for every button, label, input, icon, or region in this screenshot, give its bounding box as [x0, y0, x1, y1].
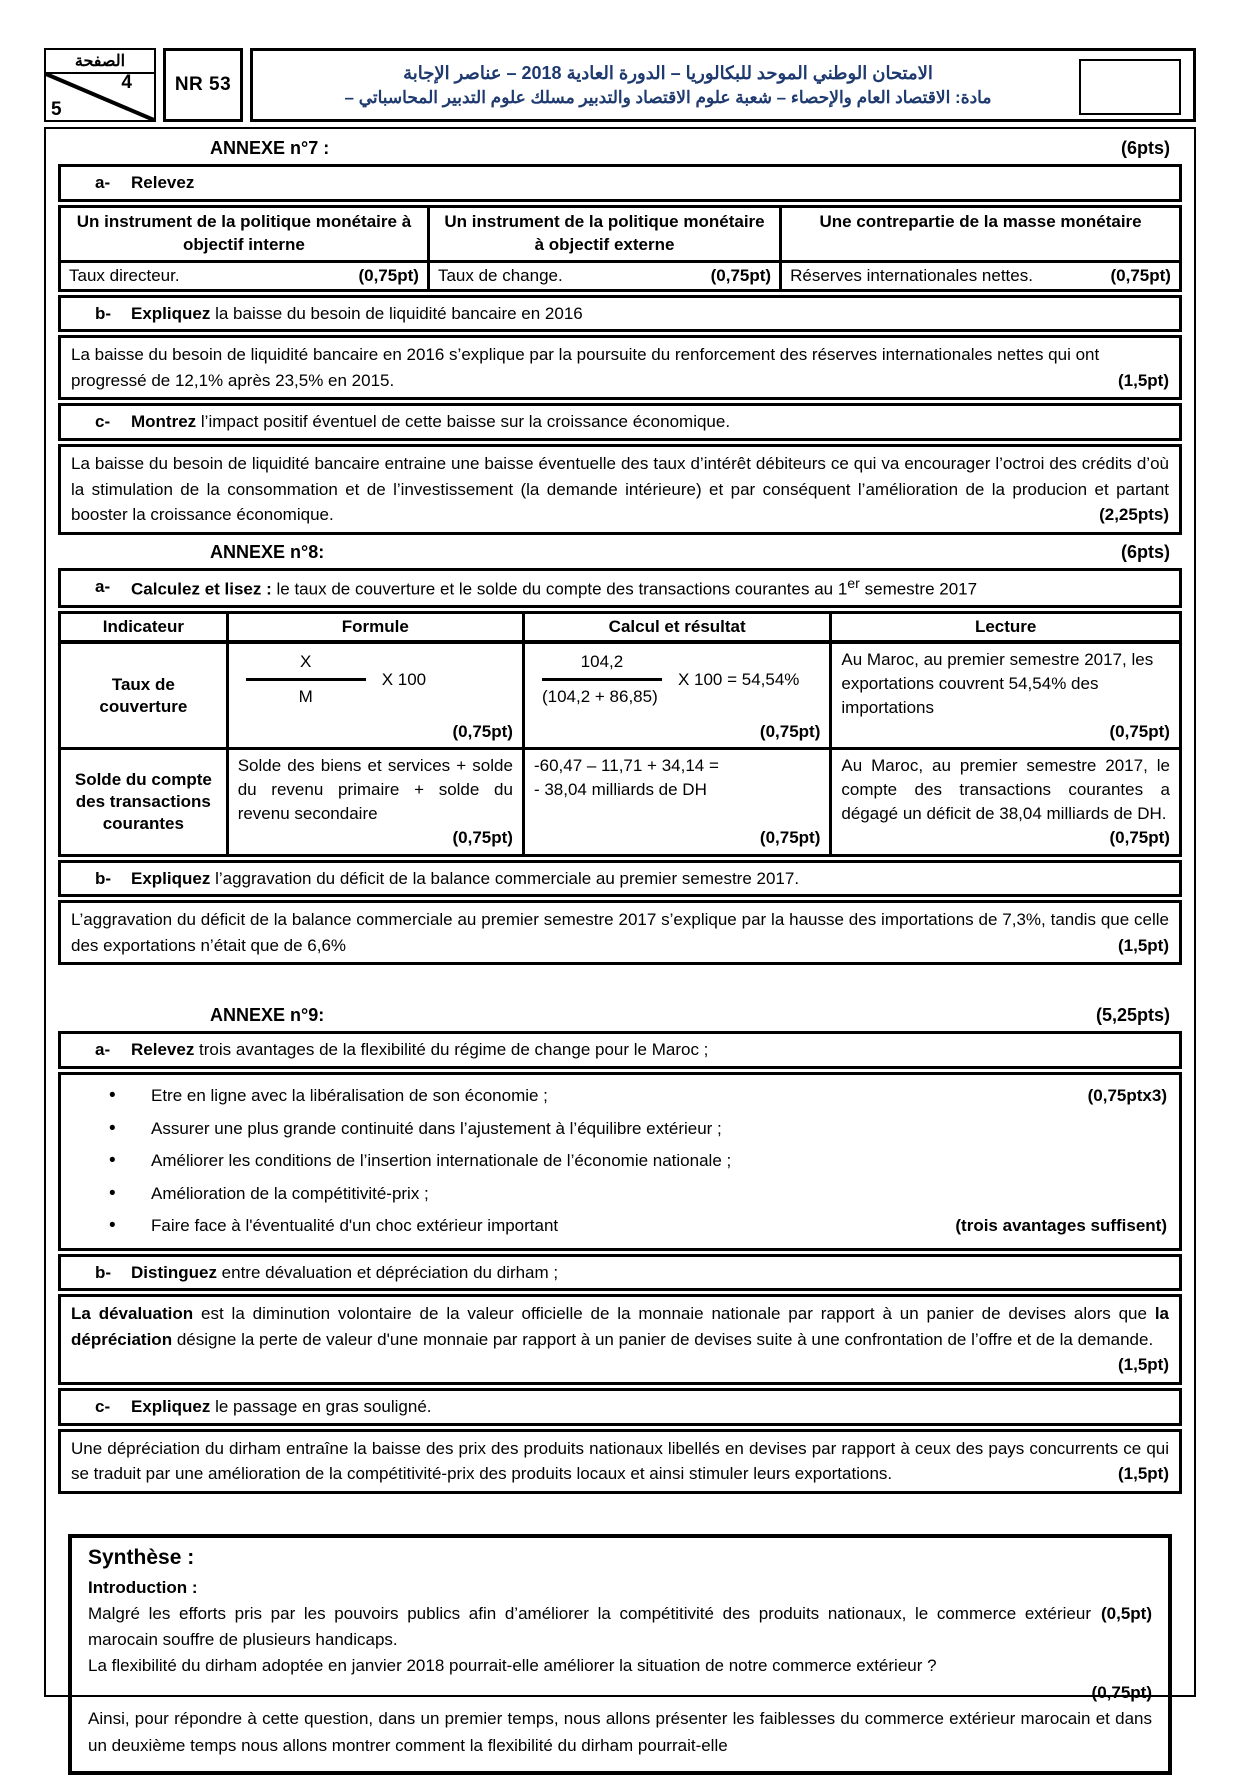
answer-text: La baisse du besoin de liquidité bancaire entraine une baisse éventuelle des taux d’intérêt débiteurs ce qui va encourager l’octroi des crédits d’où la stimulation de la consommation et de l’investissement (la demande intérieure) et par conséquent l’amélioration de la producion et partant booster la croissance économique.: [71, 454, 1169, 525]
synthese-paragraph: [88, 1601, 1152, 1654]
annexe7-answer-b: [58, 335, 1182, 400]
paragraph-text: Malgré les efforts pris par les pouvoirs publics afin d’améliorer la compétitivité des produits nationaux, le commerce extérieur marocain souffre de plusieurs handicaps.: [88, 1603, 1091, 1650]
fraction-result: X 100 = 54,54%: [677, 669, 800, 689]
bullet-icon: [109, 1180, 121, 1209]
exam-title-line1: الامتحان الوطني الموحد للبكالوريا – الدورة العادية 2018 – عناصر الإجابة: [403, 62, 933, 83]
content-frame: [44, 127, 1196, 1755]
exam-title-line2: مادة: الاقتصاد العام والإحصاء – شعبة علوم الاقتصاد والتدبير مسلك علوم التدبير المحاسباتي –: [344, 87, 992, 107]
answer-text: désigne la perte de valeur d'une monnaie par rapport à un panier de devises suite à une confrontation de l’offre et de la demande.: [172, 1329, 1154, 1349]
list-item-points: (trois avantages suffisent): [955, 1216, 1167, 1236]
annexe7-title-row: [58, 134, 1182, 164]
cell-text: Au Maroc, au premier semestre 2017, le compte des transactions courantes a dégagé un déficit de 38,04 milliards de DH.: [841, 756, 1170, 823]
list-item-text: Améliorer les conditions de l’insertion internationale de l’économie nationale ;: [151, 1151, 732, 1171]
cell-points: (0,75pt): [452, 721, 513, 741]
annexe9-advantages-list: [58, 1072, 1182, 1251]
annexe9-title: ANNEXE n°9:: [210, 1005, 325, 1026]
annexe8-table: [58, 611, 1182, 856]
synthese-introduction-label: Introduction :: [88, 1577, 198, 1597]
question-text: la baisse du besoin de liquidité bancaire en 2016: [210, 303, 583, 323]
question-text: l’aggravation du déficit de la balance commerciale au premier semestre 2017.: [210, 868, 800, 888]
annexe7-title: ANNEXE n°7 :: [210, 138, 330, 158]
question-verb: Expliquez: [131, 1396, 211, 1416]
table-header-cell: Un instrument de la politique monétaire à objectif interne: [61, 208, 430, 263]
question-label: b-: [95, 868, 112, 888]
lecture-cell: [832, 644, 1179, 750]
list-item: [61, 1210, 1167, 1243]
cell-points: (0,75pt): [452, 827, 513, 847]
lecture-cell: [832, 750, 1179, 853]
annexe8-question-b: [58, 860, 1182, 898]
question-label: c-: [95, 412, 111, 432]
answer-points: (1,5pt): [1118, 370, 1169, 390]
question-label: a-: [95, 1040, 111, 1060]
list-item-points: (0,75ptx3): [1087, 1086, 1167, 1106]
question-verb: Expliquez: [131, 303, 211, 323]
formula-cell: [229, 750, 525, 853]
annexe9-question-a: [58, 1031, 1182, 1069]
synthese-section: [68, 1534, 1172, 1775]
answer-text: est la diminution volontaire de la valeur officielle de la monnaie nationale par rapport à un panier de devises alors que: [193, 1304, 1155, 1324]
synthese-title: Synthèse :: [88, 1545, 195, 1569]
table-header-cell: Formule: [229, 614, 525, 644]
cell-points: (0,75pt): [759, 827, 821, 847]
answer-text: Une dépréciation du dirham entraîne la baisse des prix des produits nationaux libellés en devises par rapport à ceux des pays concurrents ce qui se traduit par une amélioration de la compétitivité-prix des produits locaux et ainsi stimuler leurs exportations.: [71, 1438, 1169, 1484]
page-fraction-diagonal: [46, 74, 154, 120]
question-verb: Distinguez: [131, 1262, 217, 1282]
annexe9-points: (5,25pts): [1095, 1005, 1170, 1026]
indicator-cell: Taux de couverture: [61, 644, 229, 750]
synthese-question: [88, 1653, 1152, 1679]
annexe8-question-a: [58, 568, 1182, 608]
annexe9-question-b: [58, 1254, 1182, 1292]
indicator-cell: Solde du compte des transactions courantes: [61, 750, 229, 853]
cell-points: (0,75pt): [1109, 827, 1170, 847]
cell-text: Au Maroc, au premier semestre 2017, les exportations couvrent 54,54% des importations: [841, 650, 1154, 717]
annexe7-points: (6pts): [1121, 138, 1170, 158]
annexe7-table: [58, 205, 1182, 292]
answer-points: (2,25pts): [1099, 505, 1169, 525]
annexe8-title-row: [58, 538, 1182, 568]
fraction-numerator: 104,2: [580, 652, 624, 672]
table-header-cell: Une contrepartie de la masse monétaire: [782, 208, 1179, 263]
answer-points: (1,5pt): [1118, 1355, 1169, 1375]
bullet-icon: [109, 1147, 121, 1176]
paragraph-text: Ainsi, pour répondre à cette question, dans un premier temps, nous allons présenter les faiblesses du commerce extérieur marocain et dans un deuxième temps nous allons montrer comment la flexibilité du dirham pourrait-elle: [88, 1709, 1152, 1755]
question-label: a-: [95, 173, 111, 192]
annexe9-answer-c: [58, 1429, 1182, 1494]
question-text: trois avantages de la flexibilité du régime de change pour le Maroc ;: [194, 1040, 709, 1060]
cell-points: (0,75pt): [710, 265, 772, 285]
cell-points: (0,75pt): [1110, 265, 1171, 285]
table-header-cell: Calcul et résultat: [525, 614, 832, 644]
page-fraction: [46, 74, 154, 120]
question-verb: Calculez et lisez :: [131, 579, 272, 599]
table-header-cell: Un instrument de la politique monétaire à objectif externe: [430, 208, 782, 263]
calculation-cell: [525, 644, 832, 750]
question-text: le taux de couverture et le solde du compte des transactions courantes au 1: [271, 579, 848, 599]
question-label: a-: [95, 576, 111, 596]
cell-points: (0,75pt): [1109, 721, 1170, 741]
paragraph-points: (0,5pt): [1101, 1603, 1152, 1623]
paragraph-text: La flexibilité du dirham adoptée en janvier 2018 pourrait-elle améliorer la situation de notre commerce extérieur ?: [88, 1656, 937, 1676]
fraction-multiplier: X 100: [381, 669, 427, 689]
fraction: [238, 648, 513, 713]
list-item: [61, 1178, 1167, 1211]
question-label: c-: [95, 1396, 111, 1416]
cell-text: Solde des biens et services + solde du revenu primaire + solde du revenu secondaire: [237, 756, 513, 823]
page-label: الصفحة: [46, 50, 154, 74]
table-cell: [430, 263, 782, 289]
annexe8-answer-b: [58, 900, 1182, 965]
table-cell: [782, 263, 1179, 289]
list-item-text: Amélioration de la compétitivité-prix ;: [151, 1183, 429, 1203]
cell-text: Réserves internationales nettes.: [790, 265, 1033, 285]
fraction: [534, 648, 820, 713]
annexe7-question-a: [58, 164, 1182, 202]
list-item-text: Etre en ligne avec la libéralisation de son économie ;: [151, 1086, 548, 1106]
bullet-icon: [109, 1115, 121, 1144]
calculation-line: - 38,04 milliards de DH: [533, 780, 707, 800]
table-header-cell: Indicateur: [61, 614, 229, 644]
synthese-paragraph: [88, 1706, 1152, 1759]
answer-text: La baisse du besoin de liquidité bancaire en 2016 s’explique par la poursuite du renforcement des réserves internationales nettes qui ont progressé de 12,1% après 23,5% en 2015.: [71, 345, 1100, 390]
question-text: l’impact positif éventuel de cette baisse sur la croissance économique.: [196, 412, 731, 432]
page-number-box: [44, 48, 156, 122]
annexe9-question-c: [58, 1388, 1182, 1426]
cell-points: (0,75pt): [759, 721, 821, 741]
list-item: [61, 1080, 1167, 1113]
cell-text: Taux de change.: [437, 265, 563, 285]
fraction-numerator: X: [300, 652, 312, 672]
question-text: le passage en gras souligné.: [210, 1396, 432, 1416]
answer-term-bold: la dépréciation: [71, 1304, 1169, 1349]
answer-term-bold: La dévaluation: [71, 1304, 194, 1324]
answer-points: (1,5pt): [1118, 1464, 1169, 1484]
calculation-cell: [525, 750, 832, 853]
question-label: b-: [95, 303, 112, 323]
annexe9-answer-b: [58, 1294, 1182, 1385]
table-cell: [61, 263, 430, 289]
question-text: entre dévaluation et dépréciation du dirham ;: [216, 1262, 559, 1282]
question-verb: Relevez: [131, 173, 195, 192]
answer-points: (1,5pt): [1118, 935, 1169, 955]
bullet-icon: [109, 1212, 121, 1241]
page-header: [44, 48, 1196, 122]
question-verb: Expliquez: [131, 868, 211, 888]
annexe7-question-b: [58, 295, 1182, 333]
list-item-text: Assurer une plus grande continuité dans l’ajustement à l’équilibre extérieur ;: [151, 1118, 722, 1138]
bullet-icon: [109, 1082, 121, 1111]
exam-title-box: [250, 48, 1196, 122]
synthese-question-points: (0,75pt): [1091, 1682, 1152, 1702]
calculation-line: -60,47 – 11,71 + 34,14 =: [533, 756, 719, 776]
cell-points: (0,75pt): [358, 265, 419, 285]
annexe8-points: (6pts): [1121, 541, 1170, 562]
list-item: [61, 1113, 1167, 1146]
fraction-bar: [542, 678, 662, 681]
question-text: semestre 2017: [859, 579, 978, 599]
annexe7-answer-c: [58, 444, 1182, 535]
fraction-bar: [246, 678, 366, 681]
annexe8-title: ANNEXE n°8:: [210, 541, 325, 562]
fraction-denominator: (104,2 + 86,85): [541, 687, 658, 707]
question-verb: Relevez: [131, 1040, 195, 1060]
list-item-text: Faire face à l'éventualité d'un choc extérieur important: [151, 1216, 559, 1236]
answer-text: L’aggravation du déficit de la balance commerciale au premier semestre 2017 s’explique par la hausse des importations de 7,3%, tandis que celle des exportations n’était que de 6,6%: [71, 910, 1169, 955]
question-verb: Montrez: [131, 412, 197, 432]
page-total: 5: [51, 99, 62, 120]
formula-cell: [229, 644, 525, 750]
ordinal-superscript: er: [847, 575, 860, 592]
cell-text: Taux directeur.: [69, 265, 180, 285]
list-item: [61, 1145, 1167, 1178]
empty-stamp-box: [1079, 59, 1181, 115]
table-header-cell: Lecture: [832, 614, 1179, 644]
fraction-denominator: M: [298, 687, 313, 707]
annexe7-question-c: [58, 403, 1182, 441]
question-label: b-: [95, 1262, 112, 1282]
annexe9-title-row: [58, 1001, 1182, 1031]
exam-reference-code: NR 53: [163, 48, 243, 122]
page-current: 4: [121, 72, 132, 93]
